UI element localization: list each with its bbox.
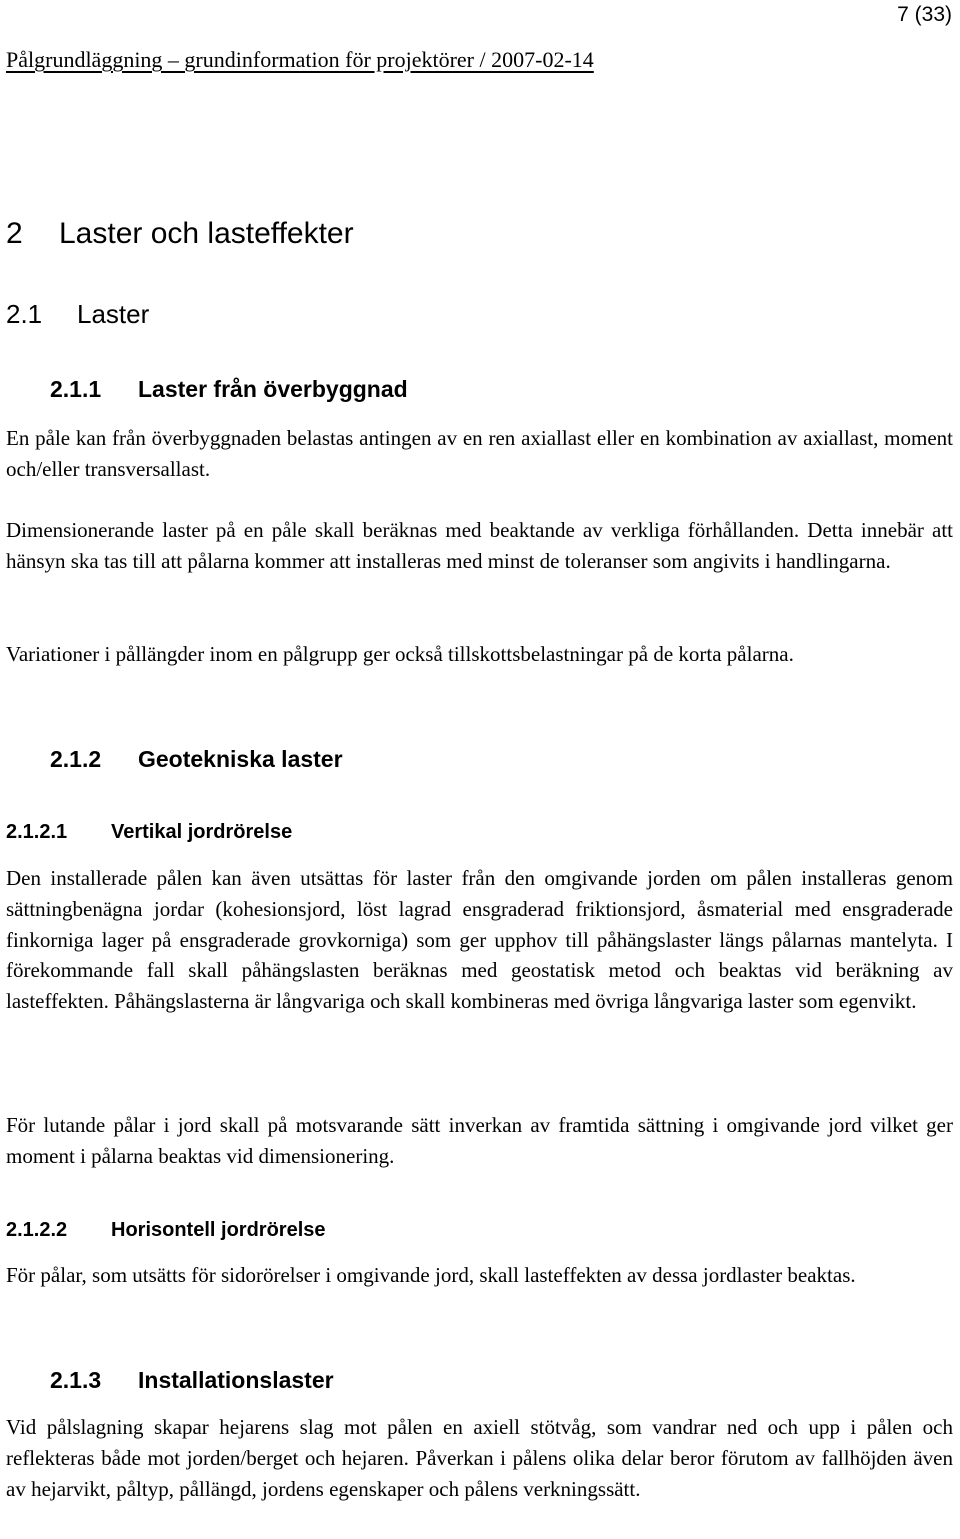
- section-number: 2.1: [6, 299, 43, 329]
- section-heading-2-1-2: [50, 743, 343, 775]
- section-number: 2.1.2: [50, 746, 102, 772]
- chapter-title: Laster och lasteffekter: [59, 217, 354, 250]
- section-title: Horisontell jordrörelse: [111, 1219, 326, 1241]
- chapter-heading: [6, 214, 354, 254]
- section-number: 2.1.3: [50, 1367, 102, 1393]
- section-heading-2-1-2-2: [6, 1216, 326, 1244]
- paragraph: För lutande pålar i jord skall på motsvarande sätt inverkan av framtida sättning i omgivande jord vilket ger moment i pålarna beaktas vid dimensionering.: [6, 1113, 953, 1168]
- section-number: 2.1.1: [50, 376, 102, 402]
- section-heading-2-1-2-1: [6, 818, 292, 846]
- section-number: 2.1.2.2: [6, 1219, 68, 1241]
- paragraph: Dimensionerande laster på en påle skall beräknas med beaktande av verkliga förhållanden. Detta innebär att hänsyn ska tas till att pålarna kommer att installeras med minst de toleranser som angivits i handlingarna.: [6, 518, 953, 573]
- section-title: Vertikal jordrörelse: [111, 821, 293, 843]
- section-title: Geotekniska laster: [138, 746, 343, 772]
- section-title: Laster: [77, 299, 150, 329]
- paragraph: För pålar, som utsätts för sidorörelser i omgivande jord, skall lasteffekten av dessa jordlaster beaktas.: [6, 1263, 856, 1287]
- section-heading-2-1: [6, 296, 149, 332]
- page-number: 7 (33): [897, 3, 952, 26]
- running-header: Pålgrundläggning – grundinformation för projektörer / 2007-02-14: [6, 47, 594, 72]
- section-heading-2-1-3: [50, 1364, 334, 1396]
- section-number: 2.1.2.1: [6, 821, 68, 843]
- section-title: Installationslaster: [138, 1367, 334, 1393]
- paragraph: Vid pålslagning skapar hejarens slag mot pålen en axiell stötvåg, som vandrar ned och upp i pålen och reflekteras både mot jorden/berget och hejaren. Påverkan i pålens olika delar beror förutom av fallhöjden även av hejarvikt, påltyp, pållängd, jordens egenskaper och pålens verkningssätt.: [6, 1415, 953, 1501]
- section-title: Laster från överbyggnad: [138, 376, 408, 402]
- paragraph: Den installerade pålen kan även utsättas för laster från den omgivande jorden om pålen installeras genom sättningbenägna jordar (kohesionsjord, löst lagrad ensgraderad friktionsjord, åsmaterial med ensgraderade finkorniga lager på ensgraderade grovkorniga) som ger upphov till påhängslaster längs pålarnas mantelyta. I förekommande fall skall påhängslasten beräknas med geostatisk metod och beaktas vid beräkning av lasteffekten. Påhängslasterna är långvariga och skall kombineras med övriga långvariga laster som egenvikt.: [6, 866, 953, 1014]
- section-heading-2-1-1: [50, 373, 408, 405]
- paragraph: En påle kan från överbyggnaden belastas antingen av en ren axiallast eller en kombination av axiallast, moment och/eller transversallast.: [6, 426, 953, 481]
- chapter-number: 2: [6, 217, 23, 250]
- paragraph: Variationer i pållängder inom en pålgrupp ger också tillskottsbelastningar på de korta pålarna.: [6, 642, 794, 666]
